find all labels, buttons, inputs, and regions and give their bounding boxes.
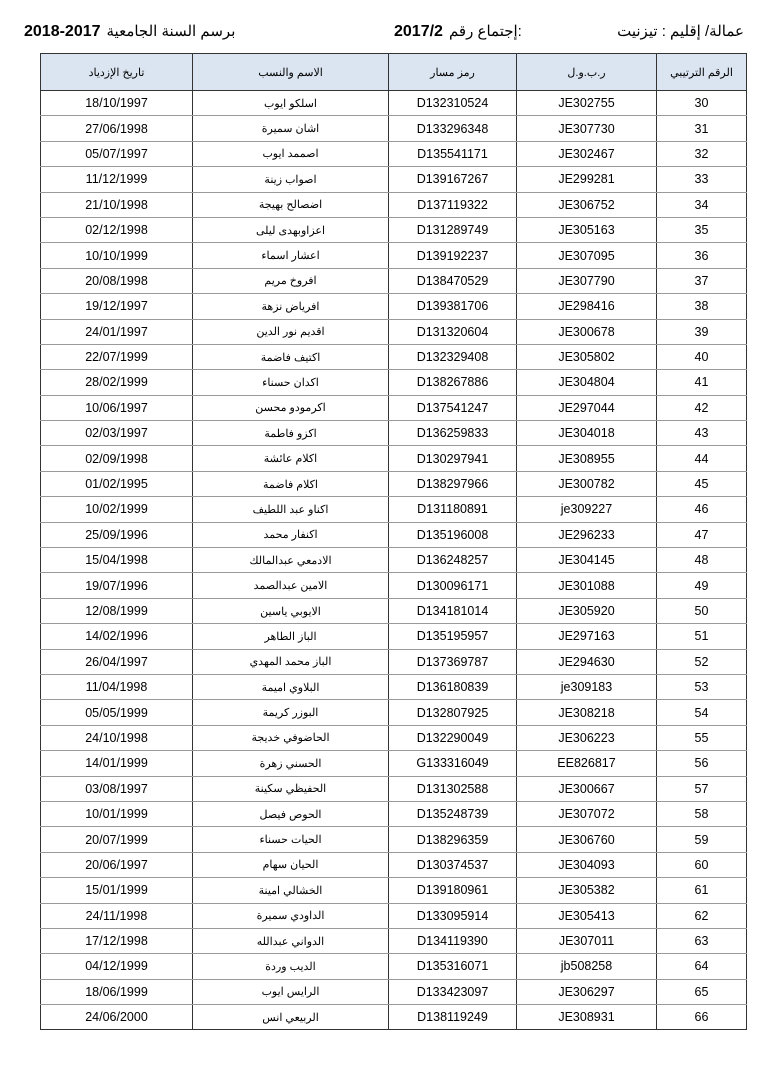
cin-cell: JE302755 (517, 91, 657, 116)
birth-date-cell: 28/02/1999 (41, 370, 193, 395)
table-row (41, 801, 747, 826)
cin-cell: je309227 (517, 497, 657, 522)
birth-date-cell: 10/01/1999 (41, 801, 193, 826)
cin-cell: JE297044 (517, 395, 657, 420)
order-number-cell: 64 (657, 954, 747, 979)
table-body (41, 91, 747, 1030)
order-number-cell: 32 (657, 141, 747, 166)
birth-date-cell: 19/07/1996 (41, 573, 193, 598)
table-row (41, 776, 747, 801)
full-name-cell: الخشالي امينة (193, 878, 389, 903)
full-name-cell: الحسني زهرة (193, 751, 389, 776)
order-number-cell: 55 (657, 725, 747, 750)
birth-date-cell: 18/10/1997 (41, 91, 193, 116)
birth-date-cell: 19/12/1997 (41, 294, 193, 319)
order-number-cell: 34 (657, 192, 747, 217)
order-number-cell: 39 (657, 319, 747, 344)
birth-date-cell: 11/12/1999 (41, 167, 193, 192)
order-number-cell: 58 (657, 801, 747, 826)
full-name-cell: اعزاوبهدى ليلى (193, 217, 389, 242)
table-row (41, 649, 747, 674)
massar-code-cell: D132329408 (389, 344, 517, 369)
massar-code-cell: D139381706 (389, 294, 517, 319)
order-number-cell: 54 (657, 700, 747, 725)
massar-code-cell: D133095914 (389, 903, 517, 928)
massar-code-cell: D137369787 (389, 649, 517, 674)
full-name-cell: الربيعي انس (193, 1005, 389, 1030)
birth-date-cell: 20/07/1999 (41, 827, 193, 852)
full-name-cell: اكدان حسناء (193, 370, 389, 395)
cin-cell: JE300782 (517, 471, 657, 496)
full-name-cell: الحاضوفي خديجة (193, 725, 389, 750)
massar-code-cell: D139192237 (389, 243, 517, 268)
table-row (41, 395, 747, 420)
cin-cell: JE307011 (517, 928, 657, 953)
cin-cell: JE304145 (517, 548, 657, 573)
table-row (41, 725, 747, 750)
column-header-full-name: الاسم والنسب (193, 54, 389, 91)
meeting-number: 2017/2 (394, 23, 443, 40)
order-number-cell: 50 (657, 598, 747, 623)
birth-date-cell: 02/12/1998 (41, 217, 193, 242)
order-number-cell: 35 (657, 217, 747, 242)
order-number-cell: 48 (657, 548, 747, 573)
order-number-cell: 53 (657, 674, 747, 699)
order-number-cell: 36 (657, 243, 747, 268)
birth-date-cell: 05/07/1997 (41, 141, 193, 166)
cin-cell: jb508258 (517, 954, 657, 979)
table-row (41, 294, 747, 319)
massar-code-cell: D130374537 (389, 852, 517, 877)
birth-date-cell: 24/01/1997 (41, 319, 193, 344)
birth-date-cell: 24/10/1998 (41, 725, 193, 750)
table-header-row (41, 54, 747, 91)
birth-date-cell: 21/10/1998 (41, 192, 193, 217)
full-name-cell: اعشار اسماء (193, 243, 389, 268)
massar-code-cell: D137541247 (389, 395, 517, 420)
province-label: عمالة/ إقليم : تيزنيت (617, 23, 744, 40)
full-name-cell: الحيان سهام (193, 852, 389, 877)
full-name-cell: الحيات حسناء (193, 827, 389, 852)
massar-code-cell: D135195957 (389, 624, 517, 649)
table-row (41, 700, 747, 725)
cin-cell: JE306760 (517, 827, 657, 852)
full-name-cell: اقديم نور الدين (193, 319, 389, 344)
cin-cell: JE305382 (517, 878, 657, 903)
cin-cell: JE307095 (517, 243, 657, 268)
full-name-cell: افرياض نزهة (193, 294, 389, 319)
birth-date-cell: 24/06/2000 (41, 1005, 193, 1030)
column-header-cin: ر.ب.و.ل (517, 54, 657, 91)
birth-date-cell: 10/10/1999 (41, 243, 193, 268)
cin-cell: JE301088 (517, 573, 657, 598)
massar-code-cell: D131180891 (389, 497, 517, 522)
massar-code-cell: D130096171 (389, 573, 517, 598)
academic-year: 2018-2017 (24, 23, 101, 40)
cin-cell: JE305920 (517, 598, 657, 623)
table-row (41, 370, 747, 395)
massar-code-cell: D134181014 (389, 598, 517, 623)
table-row (41, 217, 747, 242)
order-number-cell: 31 (657, 116, 747, 141)
birth-date-cell: 15/04/1998 (41, 548, 193, 573)
massar-code-cell: D137119322 (389, 192, 517, 217)
order-number-cell: 47 (657, 522, 747, 547)
massar-code-cell: D138470529 (389, 268, 517, 293)
full-name-cell: اكنفار محمد (193, 522, 389, 547)
birth-date-cell: 14/01/1999 (41, 751, 193, 776)
full-name-cell: افروخ مريم (193, 268, 389, 293)
table-row (41, 573, 747, 598)
massar-code-cell: G133316049 (389, 751, 517, 776)
cin-cell: JE304018 (517, 421, 657, 446)
order-number-cell: 37 (657, 268, 747, 293)
birth-date-cell: 10/02/1999 (41, 497, 193, 522)
cin-cell: JE300667 (517, 776, 657, 801)
massar-code-cell: D136180839 (389, 674, 517, 699)
table-row (41, 751, 747, 776)
birth-date-cell: 17/12/1998 (41, 928, 193, 953)
full-name-cell: اكتيف فاضمة (193, 344, 389, 369)
cin-cell: JE299281 (517, 167, 657, 192)
order-number-cell: 45 (657, 471, 747, 496)
academic-year-heading (24, 22, 235, 41)
table-row (41, 141, 747, 166)
massar-code-cell: D138297966 (389, 471, 517, 496)
cin-cell: JE294630 (517, 649, 657, 674)
birth-date-cell: 24/11/1998 (41, 903, 193, 928)
order-number-cell: 56 (657, 751, 747, 776)
full-name-cell: اصممد ايوب (193, 141, 389, 166)
cin-cell: JE307072 (517, 801, 657, 826)
table-row (41, 497, 747, 522)
cin-cell: JE297163 (517, 624, 657, 649)
full-name-cell: اشان سميرة (193, 116, 389, 141)
birth-date-cell: 10/06/1997 (41, 395, 193, 420)
column-header-massar-code: رمز مسار (389, 54, 517, 91)
order-number-cell: 66 (657, 1005, 747, 1030)
order-number-cell: 40 (657, 344, 747, 369)
order-number-cell: 49 (657, 573, 747, 598)
full-name-cell: اكلام فاضمة (193, 471, 389, 496)
massar-code-cell: D138296359 (389, 827, 517, 852)
order-number-cell: 65 (657, 979, 747, 1004)
birth-date-cell: 18/06/1999 (41, 979, 193, 1004)
massar-code-cell: D138119249 (389, 1005, 517, 1030)
full-name-cell: اكناو عبد اللطيف (193, 497, 389, 522)
table-row (41, 928, 747, 953)
table-row (41, 674, 747, 699)
table-row (41, 624, 747, 649)
cin-cell: JE300678 (517, 319, 657, 344)
full-name-cell: الرايس ايوب (193, 979, 389, 1004)
cin-cell: JE307730 (517, 116, 657, 141)
column-header-order-number: الرقم الترتيبي (657, 54, 747, 91)
table-row (41, 421, 747, 446)
order-number-cell: 44 (657, 446, 747, 471)
massar-code-cell: D132310524 (389, 91, 517, 116)
massar-code-cell: D139180961 (389, 878, 517, 903)
order-number-cell: 52 (657, 649, 747, 674)
table-row (41, 954, 747, 979)
birth-date-cell: 25/09/1996 (41, 522, 193, 547)
massar-code-cell: D134119390 (389, 928, 517, 953)
full-name-cell: الباز محمد المهدي (193, 649, 389, 674)
massar-code-cell: D132290049 (389, 725, 517, 750)
birth-date-cell: 02/09/1998 (41, 446, 193, 471)
birth-date-cell: 14/02/1996 (41, 624, 193, 649)
order-number-cell: 61 (657, 878, 747, 903)
full-name-cell: البوزر كريمة (193, 700, 389, 725)
table-row (41, 167, 747, 192)
cin-cell: EE826817 (517, 751, 657, 776)
cin-cell: JE305802 (517, 344, 657, 369)
birth-date-cell: 05/05/1999 (41, 700, 193, 725)
cin-cell: JE305413 (517, 903, 657, 928)
full-name-cell: اكلام عائشة (193, 446, 389, 471)
massar-code-cell: D131302588 (389, 776, 517, 801)
table-row (41, 344, 747, 369)
massar-code-cell: D135196008 (389, 522, 517, 547)
order-number-cell: 63 (657, 928, 747, 953)
massar-code-cell: D130297941 (389, 446, 517, 471)
cin-cell: JE307790 (517, 268, 657, 293)
table-row (41, 548, 747, 573)
birth-date-cell: 04/12/1999 (41, 954, 193, 979)
table-row (41, 598, 747, 623)
full-name-cell: اكزو فاطمة (193, 421, 389, 446)
full-name-cell: الباز الطاهر (193, 624, 389, 649)
table-row (41, 243, 747, 268)
table-row (41, 878, 747, 903)
birth-date-cell: 03/08/1997 (41, 776, 193, 801)
full-name-cell: البلاوي اميمة (193, 674, 389, 699)
massar-code-cell: D135248739 (389, 801, 517, 826)
cin-cell: JE306223 (517, 725, 657, 750)
full-name-cell: الديب وردة (193, 954, 389, 979)
table-row (41, 319, 747, 344)
table-row (41, 91, 747, 116)
order-number-cell: 62 (657, 903, 747, 928)
table-row (41, 471, 747, 496)
cin-cell: JE296233 (517, 522, 657, 547)
table-row (41, 522, 747, 547)
cin-cell: JE306297 (517, 979, 657, 1004)
cin-cell: JE305163 (517, 217, 657, 242)
full-name-cell: اصواب زينة (193, 167, 389, 192)
table-row (41, 1005, 747, 1030)
cin-cell: JE298416 (517, 294, 657, 319)
birth-date-cell: 20/06/1997 (41, 852, 193, 877)
birth-date-cell: 26/04/1997 (41, 649, 193, 674)
cin-cell: je309183 (517, 674, 657, 699)
order-number-cell: 59 (657, 827, 747, 852)
order-number-cell: 30 (657, 91, 747, 116)
cin-cell: JE304804 (517, 370, 657, 395)
cin-cell: JE302467 (517, 141, 657, 166)
students-table (40, 53, 747, 1030)
massar-code-cell: D133423097 (389, 979, 517, 1004)
table-row (41, 116, 747, 141)
table-row (41, 268, 747, 293)
birth-date-cell: 27/06/1998 (41, 116, 193, 141)
massar-code-cell: D135541171 (389, 141, 517, 166)
column-header-birth-date: تاريخ الإزدياد (41, 54, 193, 91)
order-number-cell: 51 (657, 624, 747, 649)
birth-date-cell: 12/08/1999 (41, 598, 193, 623)
cin-cell: JE308931 (517, 1005, 657, 1030)
cin-cell: JE308218 (517, 700, 657, 725)
order-number-cell: 43 (657, 421, 747, 446)
full-name-cell: اكرمودو محسن (193, 395, 389, 420)
order-number-cell: 41 (657, 370, 747, 395)
order-number-cell: 57 (657, 776, 747, 801)
page-header (24, 22, 744, 46)
massar-code-cell: D132807925 (389, 700, 517, 725)
birth-date-cell: 11/04/1998 (41, 674, 193, 699)
massar-code-cell: D136248257 (389, 548, 517, 573)
full-name-cell: الحوص فيصل (193, 801, 389, 826)
table-row (41, 446, 747, 471)
order-number-cell: 33 (657, 167, 747, 192)
order-number-cell: 60 (657, 852, 747, 877)
table-row (41, 192, 747, 217)
full-name-cell: الدواني عبدالله (193, 928, 389, 953)
order-number-cell: 46 (657, 497, 747, 522)
birth-date-cell: 20/08/1998 (41, 268, 193, 293)
massar-code-cell: D136259833 (389, 421, 517, 446)
full-name-cell: الادمعي عبدالمالك (193, 548, 389, 573)
massar-code-cell: D131320604 (389, 319, 517, 344)
massar-code-cell: D131289749 (389, 217, 517, 242)
birth-date-cell: 01/02/1995 (41, 471, 193, 496)
meeting-heading (394, 22, 522, 41)
cin-cell: JE308955 (517, 446, 657, 471)
table-row (41, 852, 747, 877)
table-row (41, 979, 747, 1004)
cin-cell: JE304093 (517, 852, 657, 877)
full-name-cell: الحفيظي سكينة (193, 776, 389, 801)
full-name-cell: اسلكو ايوب (193, 91, 389, 116)
massar-code-cell: D138267886 (389, 370, 517, 395)
academic-year-label: برسم السنة الجامعية (106, 23, 236, 40)
full-name-cell: الامين عبدالصمد (193, 573, 389, 598)
table-row (41, 827, 747, 852)
table-row (41, 903, 747, 928)
full-name-cell: الايوبي ياسين (193, 598, 389, 623)
massar-code-cell: D139167267 (389, 167, 517, 192)
order-number-cell: 42 (657, 395, 747, 420)
order-number-cell: 38 (657, 294, 747, 319)
birth-date-cell: 22/07/1999 (41, 344, 193, 369)
massar-code-cell: D135316071 (389, 954, 517, 979)
massar-code-cell: D133296348 (389, 116, 517, 141)
full-name-cell: اضصالح بهيجة (193, 192, 389, 217)
cin-cell: JE306752 (517, 192, 657, 217)
meeting-label: إجتماع رقم: (448, 23, 522, 40)
full-name-cell: الداودي سميرة (193, 903, 389, 928)
birth-date-cell: 15/01/1999 (41, 878, 193, 903)
birth-date-cell: 02/03/1997 (41, 421, 193, 446)
